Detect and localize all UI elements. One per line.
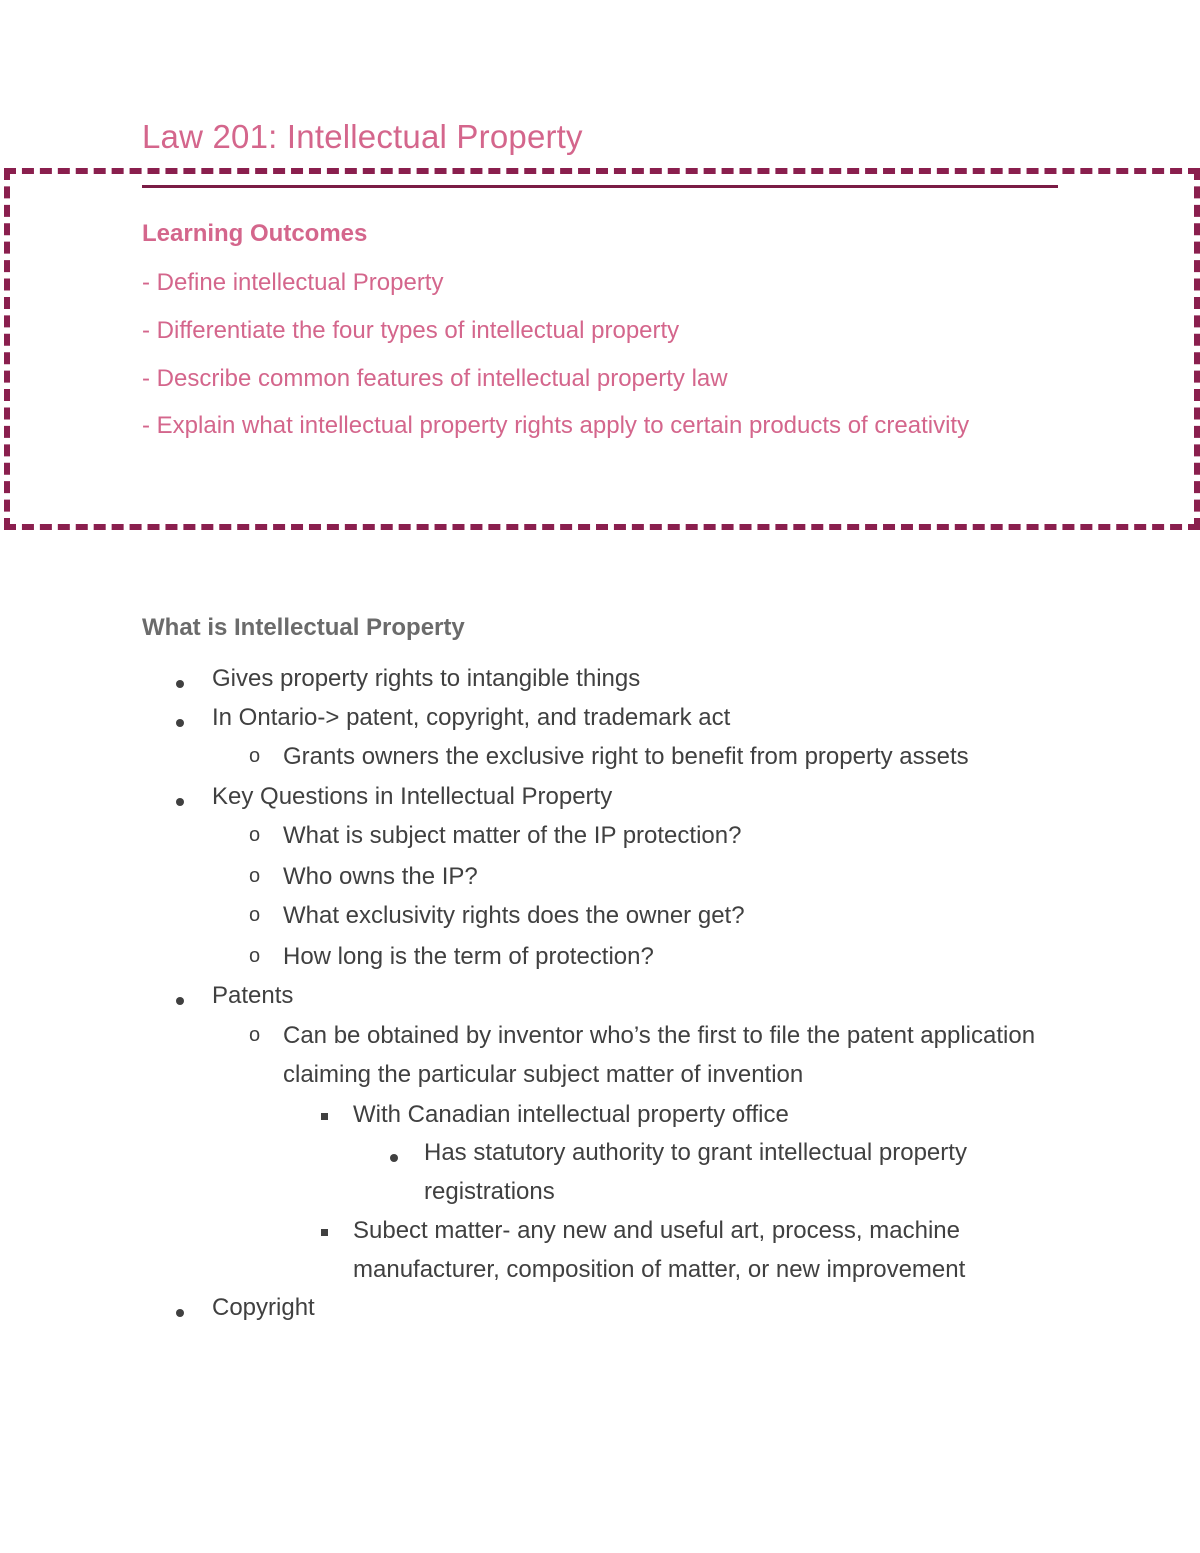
bullet-circle-icon: o	[249, 904, 261, 926]
bullet-circle-icon: o	[249, 745, 261, 767]
list-item: Grants owners the exclusive right to benefit from property assets	[283, 743, 969, 770]
list-item: Has statutory authority to grant intellectual property registrations	[424, 1139, 967, 1205]
learning-outcome-item: - Explain what intellectual property rights apply to certain products of creativity	[142, 412, 970, 439]
bullet-circle-icon: o	[249, 865, 261, 887]
bullet-dot-icon	[176, 988, 184, 1011]
bullet-dot-icon	[390, 1145, 398, 1168]
bullet-square-icon	[321, 1103, 328, 1126]
bullet-dot-icon	[176, 1300, 184, 1323]
bullet-dot-icon	[176, 789, 184, 812]
learning-outcome-item: - Describe common features of intellectual property law	[142, 365, 728, 392]
bullet-dot-icon	[176, 710, 184, 733]
list-item: Subect matter- any new and useful art, process, machine manufacturer, composition of matter, or new improvement	[353, 1217, 966, 1283]
page-title: Law 201: Intellectual Property	[142, 118, 583, 155]
learning-outcomes-heading: Learning Outcomes	[142, 220, 368, 247]
list-item: How long is the term of protection?	[283, 943, 654, 970]
list-item: Gives property rights to intangible things	[212, 665, 641, 692]
list-item: With Canadian intellectual property office	[353, 1101, 789, 1128]
list-item: Who owns the IP?	[283, 863, 478, 890]
title-divider	[142, 185, 1058, 188]
learning-outcome-item: - Differentiate the four types of intellectual property	[142, 317, 680, 344]
list-item: Key Questions in Intellectual Property	[212, 783, 613, 810]
list-item: What is subject matter of the IP protection?	[283, 822, 742, 849]
list-item: Patents	[212, 982, 294, 1009]
bullet-circle-icon: o	[249, 945, 261, 967]
bullet-circle-icon: o	[249, 1024, 261, 1046]
list-item: What exclusivity rights does the owner get?	[283, 902, 745, 929]
bullet-circle-icon: o	[249, 824, 261, 846]
list-item: Copyright	[212, 1294, 315, 1321]
bullet-square-icon	[321, 1219, 328, 1242]
section-heading: What is Intellectual Property	[142, 614, 465, 641]
list-item: Can be obtained by inventor who’s the first to file the patent application claiming the particular subject matter of invention	[283, 1022, 1036, 1088]
learning-outcome-item: - Define intellectual Property	[142, 269, 444, 296]
bullet-dot-icon	[176, 671, 184, 694]
list-item: In Ontario-> patent, copyright, and trademark act	[212, 704, 731, 731]
